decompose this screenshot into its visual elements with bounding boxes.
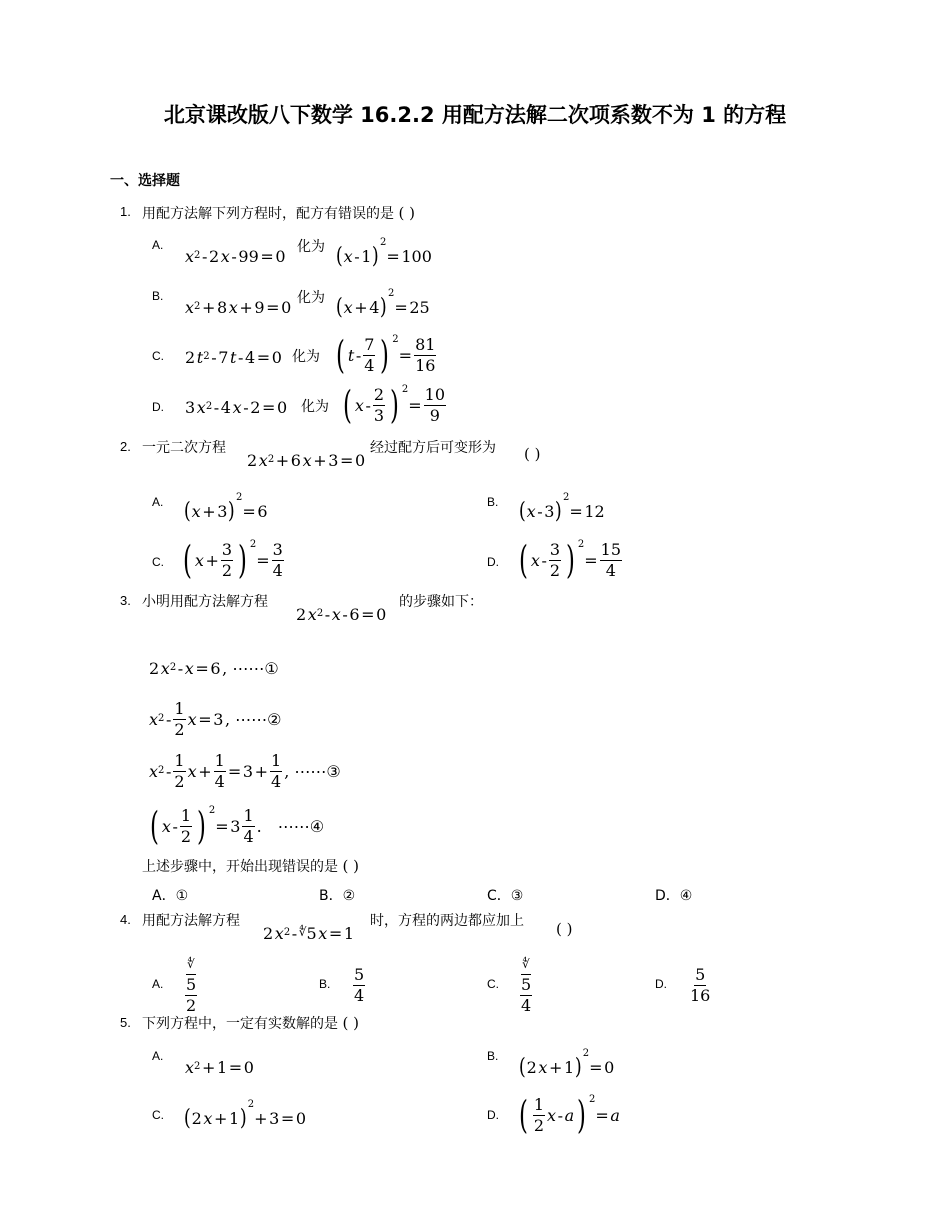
q1-number: 1. [120,204,131,219]
q4-number: 4. [120,912,131,927]
q4-option-d-label: D. [655,977,667,991]
q4-option-a-label: A. [152,977,164,991]
q1-option-a-result: ( x - 1 ) 2 = 100 [335,236,432,269]
q1-option-d-label: D. [152,400,164,414]
q2-option-b-label: B. [487,495,499,509]
q4-option-c: ∜ 5 4 [518,962,534,1008]
q5-option-c-label: C. [152,1108,164,1122]
q2-option-a-label: A. [152,495,164,509]
q4-option-a: ∜ 5 2 [183,962,199,1008]
q2-stem-part2: 经过配方后可变形为 [370,440,496,456]
q4-stem-part2: 时，方程的两边都应加上 [370,913,524,929]
q4-option-c-label: C. [487,977,499,991]
q1-option-c-label: C. [152,349,164,363]
q1-option-c-result: ( t - 7 4 ) 2 = 81 16 [335,333,436,377]
q1-option-b-label: B. [152,289,164,303]
q3-option-d: D．④ [655,888,693,904]
q2-number: 2. [120,439,131,454]
q1-option-c-to: 化为 [292,349,320,365]
q1-option-b-result: ( x + 4 ) 2 = 25 [335,287,430,320]
section-heading: 一、选择题 [110,173,180,189]
q1-option-d-equation: 3 x 2 - 4 x - 2 = 0 [185,397,288,417]
q5-option-c: ( 2 x + 1 ) 2 + 3 = 0 [183,1098,307,1131]
q4-option-b-label: B. [319,977,331,991]
q4-stem-part1: 用配方法解方程 [142,913,240,929]
q5-option-d-label: D. [487,1108,499,1122]
q5-option-a: x 2 + 1 = 0 [185,1057,254,1077]
q3-option-b: B．② [319,888,356,904]
q2-option-c: ( x + 3 2 ) 2 = 3 4 [182,538,283,582]
q5-option-d: ( 1 2 x - a ) 2 = a [518,1093,620,1137]
q3-equation: 2 x 2 - x - 6 = 0 [296,604,387,624]
q3-step-1: 2 x 2 - x = 6 , ⋯⋯ ① [149,658,279,678]
q2-blank: ( ) [524,445,541,463]
q3-stem-part2: 的步骤如下： [399,594,483,610]
q1-option-d-result: ( x - 2 3 ) 2 = 10 9 [342,383,446,427]
q4-option-b: 5 4 [354,964,365,1005]
q5-option-b-label: B. [487,1049,499,1063]
q4-equation: 2 x 2 - ∜ 5 x = 1 [263,923,355,943]
q3-stem-part1: 小明用配方法解方程 [142,594,268,610]
q1-option-a-to: 化为 [297,239,325,255]
q3-step-4: ( x - 1 2 ) 2 = 3 1 4 . ⋯⋯ ④ [149,804,325,848]
q1-stem: 用配方法解下列方程时，配方有错误的是 ( ) [142,204,415,222]
q3-step-3: x 2 - 1 2 x + 1 4 = 3 + 1 4 , ⋯⋯ ③ [149,750,341,791]
q5-option-b: ( 2 x + 1 ) 2 = 0 [518,1047,615,1080]
q4-blank: ( ) [556,920,573,938]
q1-option-c-equation: 2 t 2 - 7 t - 4 = 0 [185,347,282,367]
q1-option-d-to: 化为 [301,399,329,415]
q4-option-d: 5 16 [690,964,711,1005]
q1-option-b-to: 化为 [297,290,325,306]
q2-option-d: ( x - 3 2 ) 2 = 15 4 [518,538,622,582]
q5-stem: 下列方程中，一定有实数解的是 ( ) [142,1014,359,1032]
q2-option-d-label: D. [487,555,499,569]
q3-number: 3. [120,593,131,608]
q3-step-2: x 2 - 1 2 x = 3 , ⋯⋯ ② [149,698,282,739]
q1-option-a-label: A. [152,238,164,252]
q2-option-c-label: C. [152,555,164,569]
q3-option-a: A．① [152,888,189,904]
q5-number: 5. [120,1015,131,1030]
q2-option-a: ( x + 3 ) 2 = 6 [183,491,268,524]
q2-option-b: ( x - 3 ) 2 = 12 [518,491,605,524]
q5-option-a-label: A. [152,1049,164,1063]
q1-option-b-equation: x 2 + 8 x + 9 = 0 [185,297,292,317]
q1-option-a-equation: x 2 - 2 x - 99 = 0 [185,246,286,266]
q3-option-c: C．③ [487,888,524,904]
q3-question: 上述步骤中，开始出现错误的是 ( ) [142,857,359,875]
page-title: 北京课改版八下数学 16.2.2 用配方法解二次项系数不为 1 的方程 [163,103,787,127]
q2-equation: 2 x 2 + 6 x + 3 = 0 [247,450,366,470]
q2-stem-part1: 一元二次方程 [142,440,226,456]
